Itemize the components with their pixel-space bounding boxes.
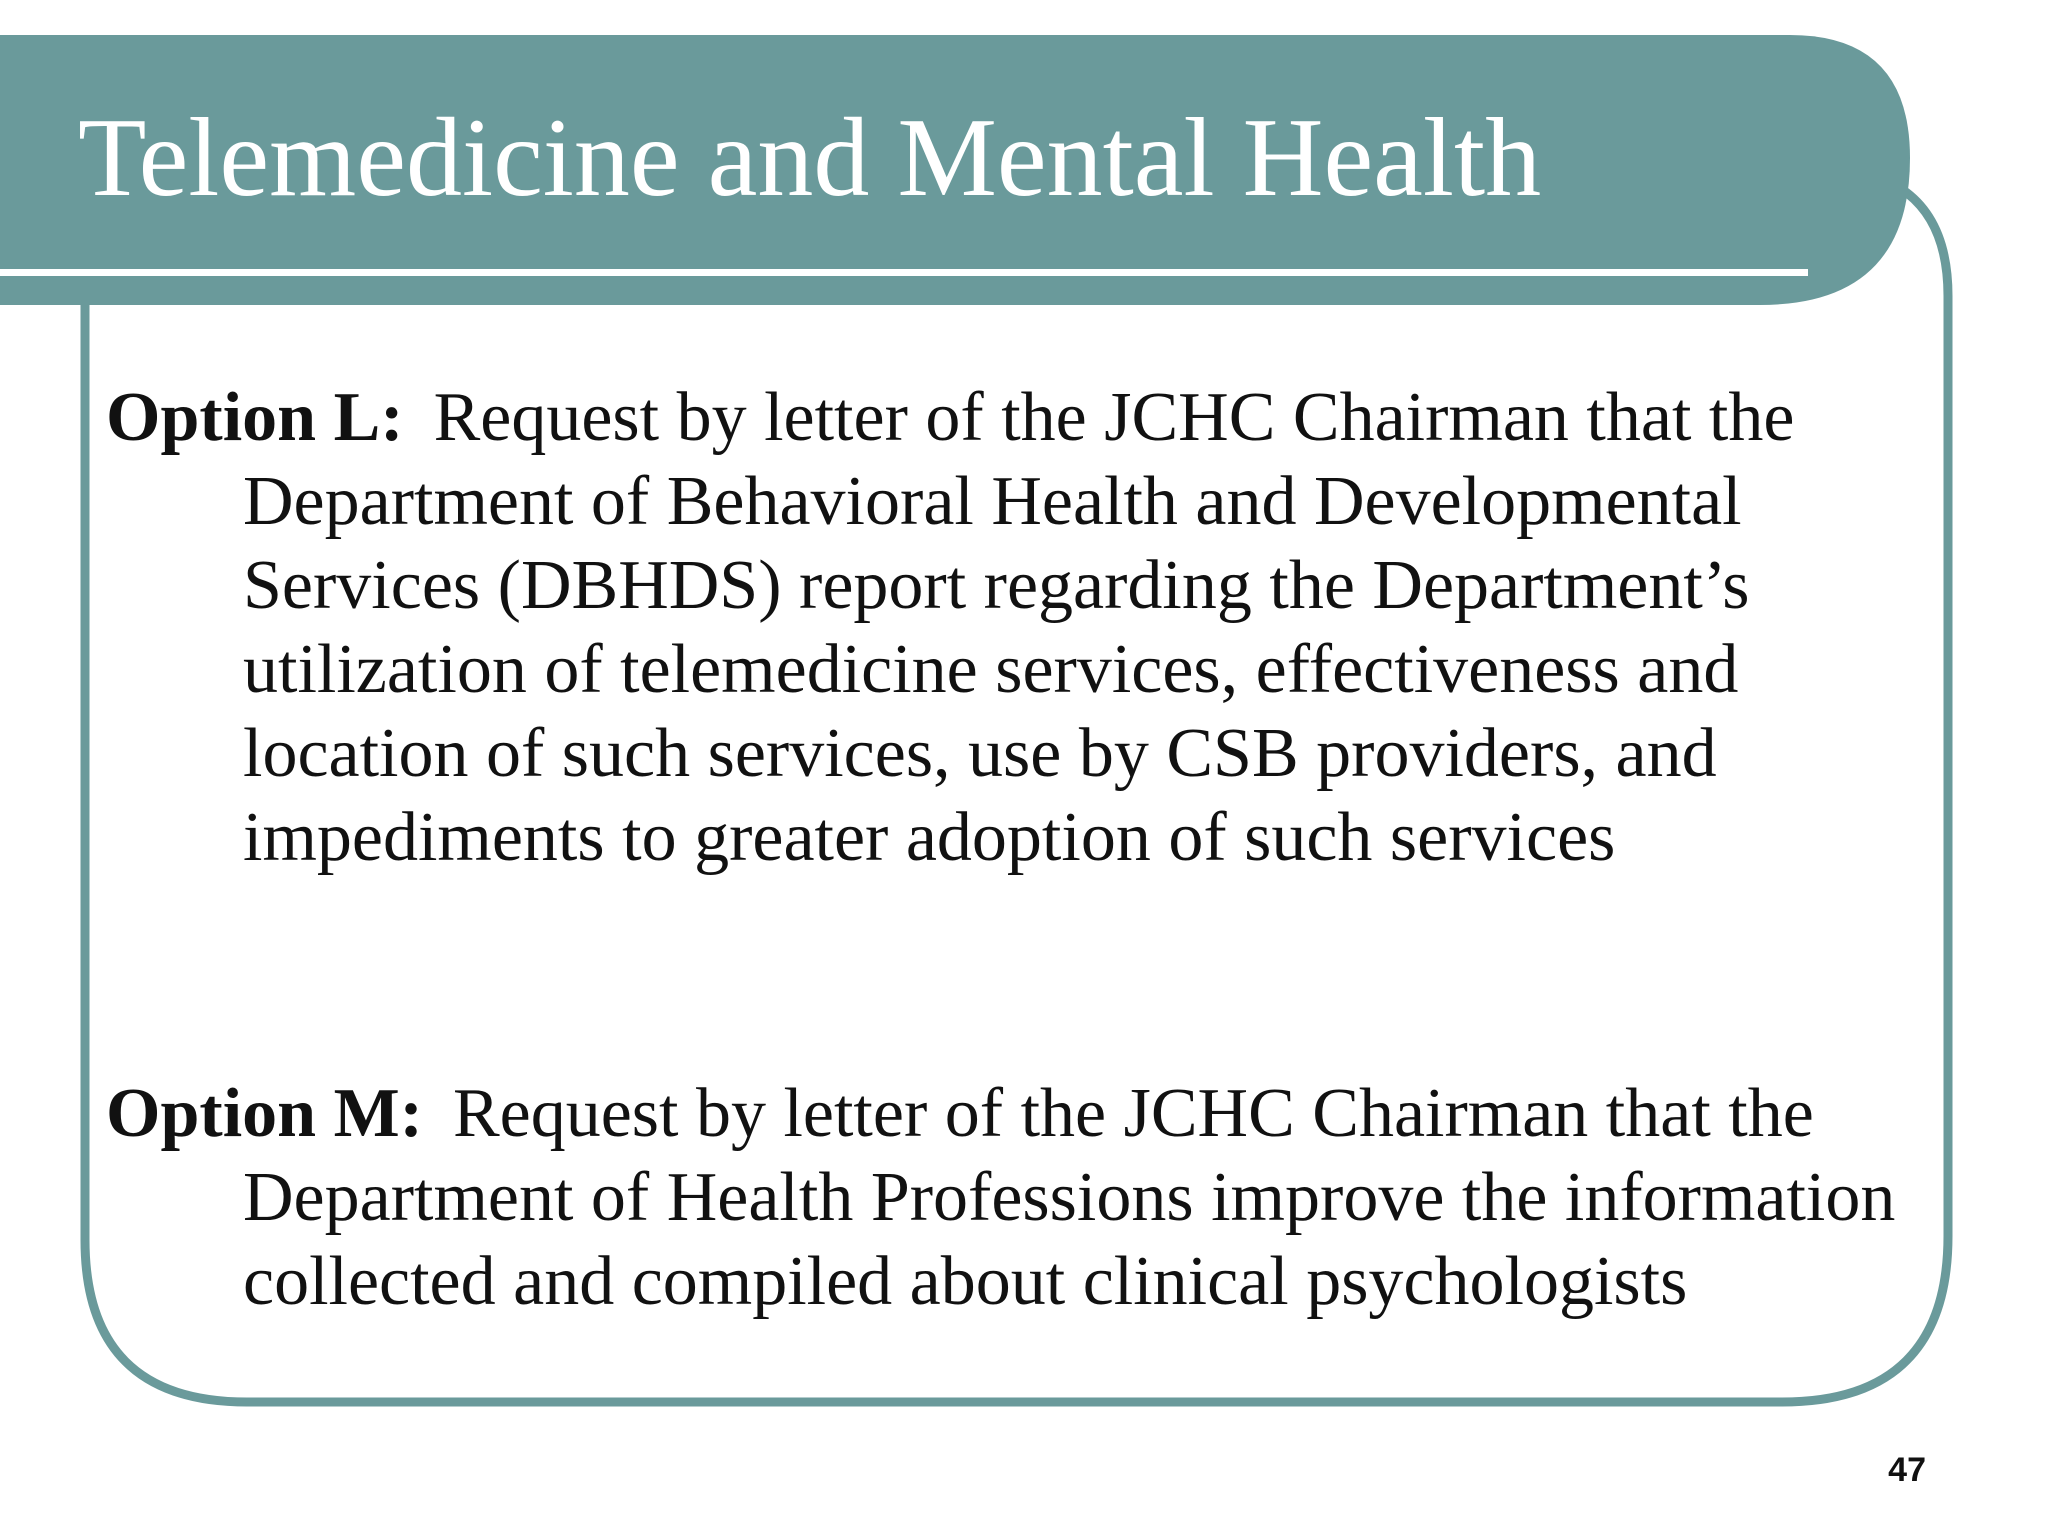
- option-l-label: Option L:: [106, 379, 404, 456]
- option-l-paragraph: [106, 376, 1936, 880]
- slide-title: Telemedicine and Mental Health: [78, 96, 1542, 220]
- option-m-paragraph: [106, 1072, 1936, 1324]
- option-m-text: Request by letter of the JCHC Chairman that the Department of Health Professions improve the information collected and compiled about clinical psychologists: [243, 1075, 1896, 1320]
- page-number: 47: [1888, 1451, 1926, 1489]
- option-m-label: Option M:: [106, 1075, 423, 1152]
- title-divider-line: [0, 269, 1808, 276]
- option-l-text: Request by letter of the JCHC Chairman that the Department of Behavioral Health and Developmental Services (DBHDS) report regarding the Department’s utilization of telemedicine services, effectiveness and location of such services, use by CSB providers, and impediments to greater adoption of such services: [243, 379, 1795, 876]
